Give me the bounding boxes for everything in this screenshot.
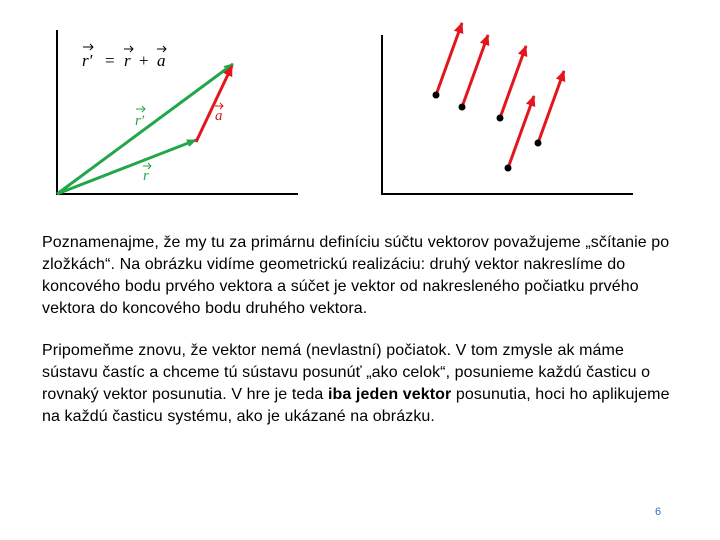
displacement-vector-2 [462, 35, 488, 107]
paragraph-2-part1: Pripomeňme znovu, že vektor nemá (nevlastní) počiatok. V tom zmysle ak máme sústavu častíc a chceme tú sústavu posunúť „ako celok“, posunieme každú časticu o rovnaký vektor posunutia. V hre je teda [42, 342, 651, 403]
particle-3 [497, 115, 504, 122]
particle-1 [433, 92, 440, 99]
particle-5 [505, 165, 512, 172]
paragraph-1-text: Poznamenajme, že my tu za primárnu definíciu súčtu vektorov považujeme „sčítanie po zložkách“. Na obrázku vidíme geometrickú realizáciu: druhý vektor nakreslíme do koncového bodu prvého vektora a súčet je vektor od nakresleného počiatku prvého vektora do koncového bodu druhého vektora. [42, 234, 670, 317]
formula-r: r [124, 51, 131, 70]
label-r: r [143, 168, 149, 184]
displacement-vector-5 [508, 96, 534, 168]
paragraph-2-part2: posunutia, hoci ho aplikujeme na každú časticu systému, ako je ukázané na obrázku. [42, 386, 670, 425]
paragraph-2-text [42, 340, 682, 428]
formula-plus: + [139, 51, 149, 70]
arrow-over-r-prime [83, 44, 93, 50]
formula-eq: = [105, 51, 115, 70]
particle-2 [459, 104, 466, 111]
displacement-vector-4 [538, 71, 564, 143]
vector-r [57, 140, 196, 194]
paragraph-2 [42, 340, 682, 428]
paragraph-1 [42, 232, 682, 320]
formula-lhs: r′ [82, 51, 93, 70]
arrow-over-label-r-prime [136, 106, 145, 112]
page-number: 6 [655, 506, 662, 518]
formula-a: a [157, 51, 166, 70]
label-r-prime: r′ [135, 113, 145, 129]
displacement-vector-1 [436, 23, 462, 95]
particle-displacements [433, 23, 565, 172]
formula-text [82, 44, 166, 70]
particle-4 [535, 140, 542, 147]
label-a: a [215, 108, 223, 124]
displacement-vector-3 [500, 46, 526, 118]
vector-figures [0, 0, 720, 230]
paragraph-2-bold: iba jeden vektor [327, 386, 452, 403]
